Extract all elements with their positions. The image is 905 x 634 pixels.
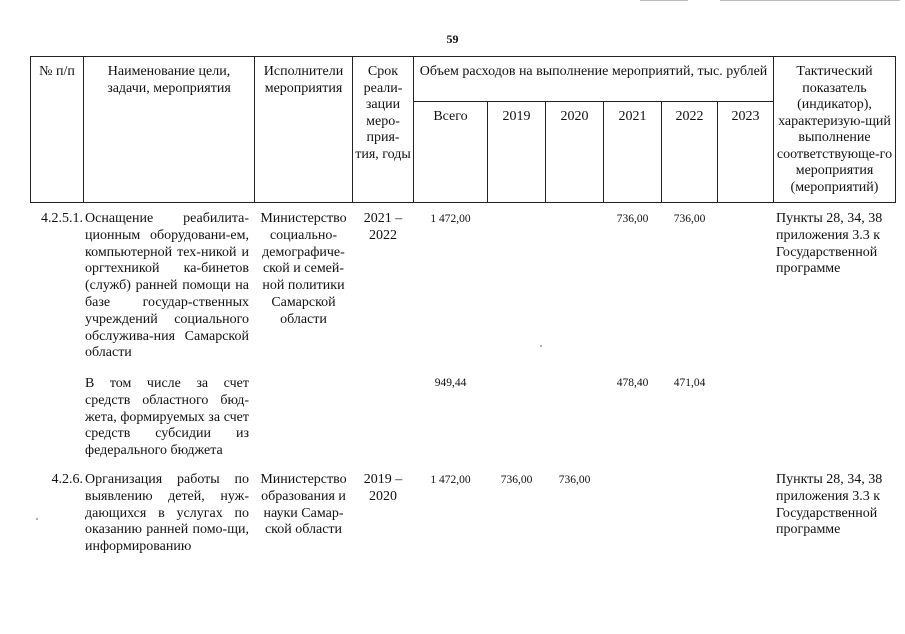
row-name: Оснащение реабилита-ционным оборудовани-ем, компьютерной тех-никой и оргтехникой ка-бинетов (служб) ранней помощи на базе государ-ственных учреждений социального обслужива-ния Самарской области: [85, 211, 249, 361]
row-2022: 471,04: [673, 377, 706, 389]
scan-mark: [720, 0, 900, 1]
row-num: 4.2.5.1.: [41, 211, 83, 226]
row-indicator: Пункты 28, 34, 38 приложения 3.3 к Государственной программе: [776, 472, 883, 538]
row-2021: 478,40: [616, 377, 649, 389]
header-2020: 2020: [560, 109, 589, 124]
row-num: 4.2.6.: [51, 472, 83, 487]
header-indicator: Тактический показатель (индикатор), характеризую-щий выполнение соответствующе-го мероприятия (мероприятий): [776, 64, 893, 195]
row-term: 2019 – 2020: [363, 472, 403, 504]
scan-speck: [36, 518, 38, 520]
row-2020: 736,00: [558, 474, 591, 486]
header-term: Срок реали-зации меро-прия-тия, годы: [355, 64, 411, 162]
scan-mark: [640, 0, 688, 1]
header-volume: Объем расходов на выполнение мероприятий, тыс. рублей: [419, 64, 768, 79]
header-2021: 2021: [618, 109, 647, 124]
row-executors: Министерство образования и науки Самар-ской области: [260, 472, 347, 538]
row-total: 949,44: [434, 377, 467, 389]
row-name: Организация работы по выявлению детей, нуж-дающихся в услугах по оказанию ранней помо-щи, информированию: [85, 472, 249, 555]
row-total: 1 472,00: [430, 474, 471, 486]
header-total: Всего: [433, 109, 468, 124]
scan-speck: [540, 345, 542, 347]
row-2021: 736,00: [616, 213, 649, 225]
row-term: 2021 – 2022: [363, 211, 403, 243]
row-total: 1 472,00: [430, 213, 471, 225]
row-2019: 736,00: [500, 474, 533, 486]
header-executors: Исполнители мероприятия: [263, 64, 344, 96]
header-name: Наименование цели, задачи, мероприятия: [107, 64, 231, 96]
header-2019: 2019: [502, 109, 531, 124]
row-executors: Министерство социально-демографиче-ской и семей-ной политики Самарской области: [260, 211, 347, 327]
row-name: В том числе за счет средств областного бюд-жета, формируемых за счет средств субсидии из федерального бюджета: [85, 376, 249, 459]
header-num: № п/п: [39, 64, 75, 79]
page-number: 59: [446, 32, 459, 46]
row-2022: 736,00: [673, 213, 706, 225]
header-2022: 2022: [675, 109, 704, 124]
header-2023: 2023: [731, 109, 760, 124]
row-indicator: Пункты 28, 34, 38 приложения 3.3 к Государственной программе: [776, 211, 883, 277]
